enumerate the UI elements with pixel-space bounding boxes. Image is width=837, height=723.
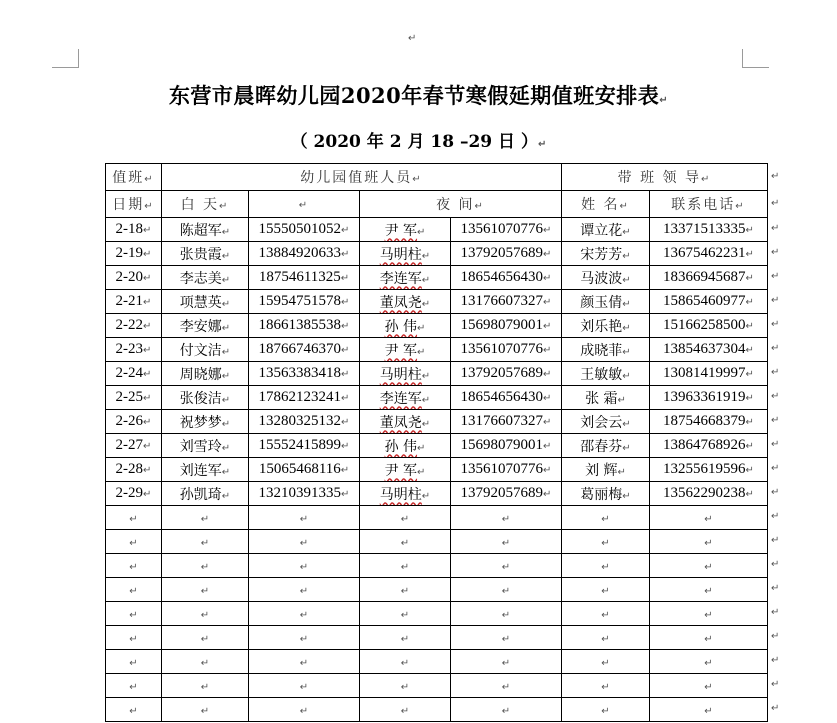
night-phone-cell[interactable]: 13561070776↵ <box>451 458 562 482</box>
empty-cell[interactable]: ↵ <box>360 554 451 578</box>
empty-cell[interactable]: ↵ <box>106 578 162 602</box>
empty-cell[interactable]: ↵ <box>562 554 650 578</box>
night-phone-cell[interactable]: 15698079001↵ <box>451 434 562 458</box>
day-name-cell[interactable]: 刘雪玲↵ <box>162 434 249 458</box>
empty-cell[interactable]: ↵ <box>451 530 562 554</box>
empty-cell[interactable]: ↵ <box>106 530 162 554</box>
empty-cell[interactable]: ↵ <box>249 578 360 602</box>
empty-cell[interactable]: ↵ <box>106 554 162 578</box>
night-phone-cell[interactable]: 13792057689↵ <box>451 362 562 386</box>
row-end-mark: ↵ <box>771 679 780 690</box>
night-name-cell[interactable]: 李连军↵ <box>360 386 451 410</box>
empty-cell[interactable]: ↵ <box>360 626 451 650</box>
day-phone-cell[interactable]: 15550501052↵ <box>249 218 360 242</box>
day-name-cell[interactable]: 付文洁↵ <box>162 338 249 362</box>
empty-cell[interactable]: ↵ <box>360 506 451 530</box>
empty-row <box>106 602 768 626</box>
leader-name-cell[interactable]: 葛丽梅↵ <box>562 482 650 506</box>
table-row <box>106 434 768 458</box>
day-name-cell[interactable]: 张贵霞↵ <box>162 242 249 266</box>
empty-cell[interactable]: ↵ <box>249 674 360 698</box>
empty-cell[interactable]: ↵ <box>106 602 162 626</box>
day-phone-cell[interactable]: 18766746370↵ <box>249 338 360 362</box>
empty-cell[interactable]: ↵ <box>562 602 650 626</box>
empty-cell[interactable]: ↵ <box>451 602 562 626</box>
table-row <box>106 482 768 506</box>
table-row <box>106 242 768 266</box>
night-name-cell[interactable]: 马明柱↵ <box>360 362 451 386</box>
night-phone-cell[interactable]: 15698079001↵ <box>451 314 562 338</box>
table-row <box>106 218 768 242</box>
date-cell[interactable]: 2-25↵ <box>106 386 162 410</box>
row-end-mark: ↵ <box>771 271 780 282</box>
day-name-cell[interactable]: 陈超军↵ <box>162 218 249 242</box>
day-name-cell[interactable]: 刘连军↵ <box>162 458 249 482</box>
leader-phone-cell[interactable]: 13371513335↵ <box>650 218 768 242</box>
day-phone-cell[interactable]: 15065468116↵ <box>249 458 360 482</box>
row-end-mark: ↵ <box>771 197 780 209</box>
empty-cell[interactable]: ↵ <box>162 602 249 626</box>
day-name-cell[interactable]: 李志美↵ <box>162 266 249 290</box>
night-phone-cell[interactable]: 18654656430↵ <box>451 266 562 290</box>
row-end-mark: ↵ <box>771 511 780 522</box>
date-cell[interactable]: 2-27↵ <box>106 434 162 458</box>
empty-cell[interactable]: ↵ <box>162 650 249 674</box>
leader-phone-cell[interactable]: 15166258500↵ <box>650 314 768 338</box>
date-cell[interactable]: 2-20↵ <box>106 266 162 290</box>
leader-phone-cell[interactable]: 18754668379↵ <box>650 410 768 434</box>
table-row <box>106 458 768 482</box>
empty-cell[interactable]: ↵ <box>106 506 162 530</box>
empty-cell[interactable]: ↵ <box>360 602 451 626</box>
leader-phone-cell[interactable]: 13864768926↵ <box>650 434 768 458</box>
leader-name-cell[interactable]: 马波波↵ <box>562 266 650 290</box>
header-date-bottom[interactable]: 日期↵ <box>106 191 162 218</box>
leader-name-cell[interactable]: 王敏敏↵ <box>562 362 650 386</box>
day-phone-cell[interactable]: 15954751578↵ <box>249 290 360 314</box>
leader-name-cell[interactable]: 谭立花↵ <box>562 218 650 242</box>
night-phone-cell[interactable]: 13561070776↵ <box>451 218 562 242</box>
leader-name-cell[interactable]: 成晓菲↵ <box>562 338 650 362</box>
leader-phone-cell[interactable]: 13854637304↵ <box>650 338 768 362</box>
empty-cell[interactable]: ↵ <box>650 578 768 602</box>
date-cell[interactable]: 2-19↵ <box>106 242 162 266</box>
date-cell[interactable]: 2-29↵ <box>106 482 162 506</box>
empty-cell[interactable]: ↵ <box>162 578 249 602</box>
day-phone-cell[interactable]: 18661385538↵ <box>249 314 360 338</box>
leader-phone-cell[interactable]: 13675462231↵ <box>650 242 768 266</box>
empty-cell[interactable]: ↵ <box>650 674 768 698</box>
row-end-mark: ↵ <box>771 463 780 474</box>
row-end-mark: ↵ <box>771 247 780 258</box>
empty-cell[interactable]: ↵ <box>249 698 360 722</box>
row-end-mark: ↵ <box>771 583 780 594</box>
header-leader-phone[interactable]: 联系电话↵ <box>650 191 768 218</box>
night-phone-cell[interactable]: 18654656430↵ <box>451 386 562 410</box>
empty-cell[interactable]: ↵ <box>249 650 360 674</box>
night-phone-cell[interactable]: 13792057689↵ <box>451 482 562 506</box>
day-name-cell[interactable]: 周晓娜↵ <box>162 362 249 386</box>
night-name-cell[interactable]: 董凤尧↵ <box>360 290 451 314</box>
empty-cell[interactable]: ↵ <box>106 650 162 674</box>
header-day[interactable]: 白 天↵ <box>162 191 249 218</box>
empty-cell[interactable]: ↵ <box>650 650 768 674</box>
night-name-cell[interactable]: 李连军↵ <box>360 266 451 290</box>
empty-row <box>106 674 768 698</box>
night-name-cell[interactable]: 董凤尧↵ <box>360 410 451 434</box>
leader-name-cell[interactable]: 颜玉倩↵ <box>562 290 650 314</box>
date-cell[interactable]: 2-22↵ <box>106 314 162 338</box>
row-end-mark: ↵ <box>771 343 780 354</box>
empty-cell[interactable]: ↵ <box>451 674 562 698</box>
table-row <box>106 266 768 290</box>
date-cell[interactable]: 2-28↵ <box>106 458 162 482</box>
day-phone-cell[interactable]: 18754611325↵ <box>249 266 360 290</box>
date-cell[interactable]: 2-21↵ <box>106 290 162 314</box>
date-cell[interactable]: 2-18↵ <box>106 218 162 242</box>
leader-name-cell[interactable]: 宋芳芳↵ <box>562 242 650 266</box>
empty-cell[interactable]: ↵ <box>451 650 562 674</box>
empty-cell[interactable]: ↵ <box>249 530 360 554</box>
night-name-cell[interactable]: 孙 伟↵ <box>360 314 451 338</box>
night-phone-cell[interactable]: 13561070776↵ <box>451 338 562 362</box>
empty-cell[interactable]: ↵ <box>650 626 768 650</box>
empty-cell[interactable]: ↵ <box>162 554 249 578</box>
day-name-cell[interactable]: 孙凯琦↵ <box>162 482 249 506</box>
empty-row <box>106 578 768 602</box>
table-row <box>106 290 768 314</box>
row-end-mark: ↵ <box>771 655 780 666</box>
empty-cell[interactable]: ↵ <box>360 650 451 674</box>
row-end-mark: ↵ <box>771 391 780 402</box>
header-day-phone[interactable]: ↵ <box>249 191 360 218</box>
night-phone-cell[interactable]: 13176607327↵ <box>451 290 562 314</box>
date-cell[interactable]: 2-26↵ <box>106 410 162 434</box>
empty-cell[interactable]: ↵ <box>562 698 650 722</box>
page-corner-mark-right <box>742 49 769 68</box>
empty-cell[interactable]: ↵ <box>249 554 360 578</box>
day-phone-cell[interactable]: 13210391335↵ <box>249 482 360 506</box>
night-phone-cell[interactable]: 13792057689↵ <box>451 242 562 266</box>
night-phone-cell[interactable]: 13176607327↵ <box>451 410 562 434</box>
row-end-mark: ↵ <box>771 223 780 234</box>
day-phone-cell[interactable]: 13884920633↵ <box>249 242 360 266</box>
table-row <box>106 314 768 338</box>
empty-cell[interactable]: ↵ <box>162 626 249 650</box>
empty-cell[interactable]: ↵ <box>360 578 451 602</box>
day-name-cell[interactable]: 祝梦梦↵ <box>162 410 249 434</box>
empty-row <box>106 698 768 722</box>
day-phone-cell[interactable]: 15552415899↵ <box>249 434 360 458</box>
leader-name-cell[interactable]: 刘会云↵ <box>562 410 650 434</box>
empty-cell[interactable]: ↵ <box>360 674 451 698</box>
empty-cell[interactable]: ↵ <box>162 506 249 530</box>
day-phone-cell[interactable]: 17862123241↵ <box>249 386 360 410</box>
row-end-mark: ↵ <box>771 319 780 330</box>
empty-cell[interactable]: ↵ <box>162 698 249 722</box>
empty-cell[interactable]: ↵ <box>162 530 249 554</box>
page-corner-mark-left <box>52 49 79 68</box>
row-end-mark: ↵ <box>771 559 780 570</box>
empty-cell[interactable]: ↵ <box>106 626 162 650</box>
empty-cell[interactable]: ↵ <box>650 698 768 722</box>
empty-row <box>106 530 768 554</box>
night-name-cell[interactable]: 尹 军↵ <box>360 338 451 362</box>
leader-name-cell[interactable]: 张 霜↵ <box>562 386 650 410</box>
empty-cell[interactable]: ↵ <box>106 698 162 722</box>
empty-cell[interactable]: ↵ <box>562 578 650 602</box>
empty-cell[interactable]: ↵ <box>562 650 650 674</box>
day-name-cell[interactable]: 项慧英↵ <box>162 290 249 314</box>
date-cell[interactable]: 2-23↵ <box>106 338 162 362</box>
empty-cell[interactable]: ↵ <box>650 554 768 578</box>
empty-cell[interactable]: ↵ <box>650 602 768 626</box>
empty-cell[interactable]: ↵ <box>106 674 162 698</box>
leader-phone-cell[interactable]: 13081419997↵ <box>650 362 768 386</box>
row-end-mark: ↵ <box>771 607 780 618</box>
row-end-mark: ↵ <box>771 295 780 306</box>
row-end-mark: ↵ <box>771 367 780 378</box>
empty-cell[interactable]: ↵ <box>451 554 562 578</box>
row-end-mark: ↵ <box>771 535 780 546</box>
empty-row <box>106 650 768 674</box>
night-name-cell[interactable]: 马明柱↵ <box>360 482 451 506</box>
empty-cell[interactable]: ↵ <box>562 506 650 530</box>
empty-cell[interactable]: ↵ <box>360 530 451 554</box>
table-row <box>106 410 768 434</box>
day-name-cell[interactable]: 李安娜↵ <box>162 314 249 338</box>
empty-cell[interactable]: ↵ <box>162 674 249 698</box>
empty-cell[interactable]: ↵ <box>562 674 650 698</box>
empty-cell[interactable]: ↵ <box>451 698 562 722</box>
empty-cell[interactable]: ↵ <box>249 602 360 626</box>
empty-cell[interactable]: ↵ <box>562 530 650 554</box>
empty-cell[interactable]: ↵ <box>451 626 562 650</box>
empty-cell[interactable]: ↵ <box>360 698 451 722</box>
leader-phone-cell[interactable]: 13255619596↵ <box>650 458 768 482</box>
day-phone-cell[interactable]: 13280325132↵ <box>249 410 360 434</box>
leader-name-cell[interactable]: 刘乐艳↵ <box>562 314 650 338</box>
leader-phone-cell[interactable]: 13963361919↵ <box>650 386 768 410</box>
document-subtitle[interactable]: （ 2020 年 2 月 18 –29 日 ）↵ <box>290 132 547 152</box>
header-row-2 <box>106 191 768 218</box>
table-row <box>106 386 768 410</box>
table-row <box>106 362 768 386</box>
table-row <box>106 338 768 362</box>
leader-name-cell[interactable]: 邵春芬↵ <box>562 434 650 458</box>
header-staff[interactable]: 幼儿园值班人员↵ <box>162 164 562 191</box>
header-leader[interactable]: 带 班 领 导↵ <box>562 164 768 191</box>
row-end-mark: ↵ <box>771 439 780 450</box>
date-cell[interactable]: 2-24↵ <box>106 362 162 386</box>
row-end-mark: ↵ <box>771 415 780 426</box>
header-row-1 <box>106 164 768 191</box>
row-end-mark: ↵ <box>771 487 780 498</box>
empty-cell[interactable]: ↵ <box>562 626 650 650</box>
document-title[interactable]: 东营市晨晖幼儿园2020年春节寒假延期值班安排表↵ <box>168 83 669 108</box>
empty-cell[interactable]: ↵ <box>451 578 562 602</box>
empty-row <box>106 554 768 578</box>
row-end-mark: ↵ <box>771 703 780 714</box>
row-end-mark: ↵ <box>771 170 780 182</box>
empty-cell[interactable]: ↵ <box>249 506 360 530</box>
leader-phone-cell[interactable]: 15865460977↵ <box>650 290 768 314</box>
empty-cell[interactable]: ↵ <box>650 530 768 554</box>
header-date-top[interactable]: 值班↵ <box>106 164 162 191</box>
paragraph-mark: ↵ <box>408 33 417 44</box>
leader-phone-cell[interactable]: 13562290238↵ <box>650 482 768 506</box>
row-end-mark: ↵ <box>771 631 780 642</box>
day-name-cell[interactable]: 张俊洁↵ <box>162 386 249 410</box>
duty-schedule-table[interactable] <box>105 163 768 722</box>
header-night[interactable]: 夜 间↵ <box>360 191 562 218</box>
night-name-cell[interactable]: 尹 军↵ <box>360 458 451 482</box>
day-phone-cell[interactable]: 13563383418↵ <box>249 362 360 386</box>
empty-row <box>106 506 768 530</box>
night-name-cell[interactable]: 马明柱↵ <box>360 242 451 266</box>
empty-cell[interactable]: ↵ <box>249 626 360 650</box>
empty-cell[interactable]: ↵ <box>650 506 768 530</box>
empty-row <box>106 626 768 650</box>
header-leader-name[interactable]: 姓 名↵ <box>562 191 650 218</box>
leader-phone-cell[interactable]: 18366945687↵ <box>650 266 768 290</box>
leader-name-cell[interactable]: 刘 辉↵ <box>562 458 650 482</box>
night-name-cell[interactable]: 尹 军↵ <box>360 218 451 242</box>
night-name-cell[interactable]: 孙 伟↵ <box>360 434 451 458</box>
empty-cell[interactable]: ↵ <box>451 506 562 530</box>
